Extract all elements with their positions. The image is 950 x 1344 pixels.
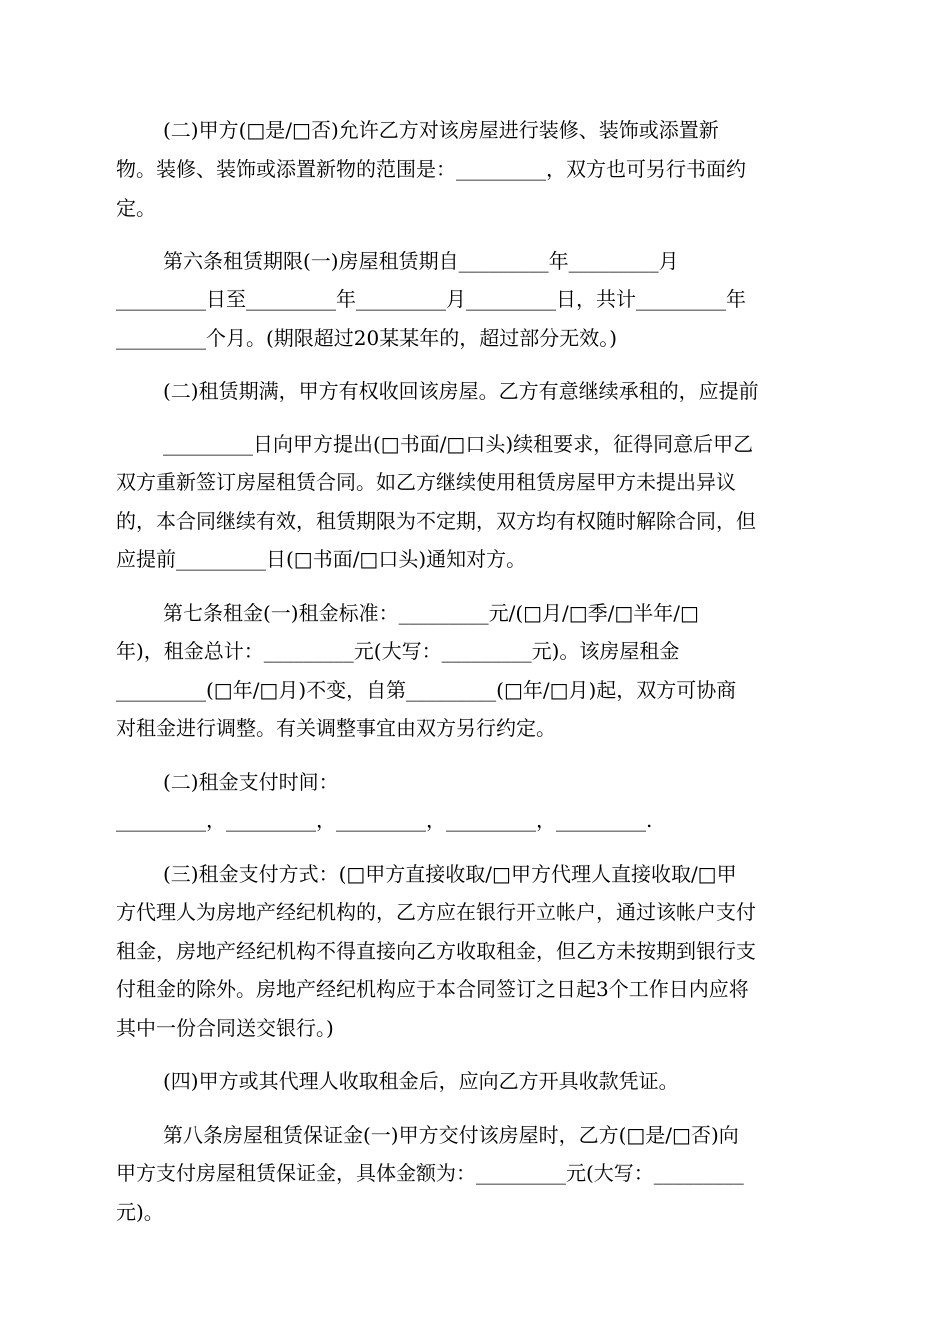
text-line: 第七条租金(一)租金标准：_________元/(□月/□季/□半年/□ [163, 601, 699, 625]
text-line: (三)租金支付方式：(□甲方直接收取/□甲方代理人直接收取/□甲 [163, 862, 737, 886]
text-line: 年)，租金总计：_________元(大写：_________元)。该房屋租金 [116, 639, 680, 663]
text-line: _________日向甲方提出(□书面/□口头)续租要求，征得同意后甲乙 [163, 432, 754, 456]
text-line: 元)。 [116, 1200, 164, 1224]
text-line: _________日至_________年_________月_________日，共计_________年 [116, 287, 746, 311]
text-line: _________(□年/□月)不变，自第_________(□年/□月)起，双方可协商 [116, 678, 737, 702]
text-line: 甲方支付房屋租赁保证金，具体金额为：_________元(大写：_________ [116, 1161, 744, 1185]
text-line: 第八条房屋租赁保证金(一)甲方交付该房屋时，乙方(□是/□否)向 [163, 1123, 739, 1147]
text-line: 物。装修、装饰或添置新物的范围是：_________，双方也可另行书面约 [116, 157, 746, 181]
text-line: 定。 [116, 196, 156, 220]
text-line: 双方重新签订房屋租赁合同。如乙方继续使用租赁房屋甲方未提出异议 [116, 470, 736, 494]
text-line: 对租金进行调整。有关调整事宜由双方另行约定。 [116, 716, 556, 740]
text-line: (二)租金支付时间： [163, 770, 339, 794]
text-line: 方代理人为房地产经纪机构的，乙方应在银行开立帐户，通过该帐户支付 [116, 900, 756, 924]
text-line: (二)租赁期满，甲方有权收回该房屋。乙方有意继续承租的，应提前 [163, 379, 759, 403]
text-line: 租金，房地产经纪机构不得直接向乙方收取租金，但乙方未按期到银行支 [116, 939, 756, 963]
text-line: _________个月。(期限超过20某某年的，超过部分无效。) [116, 326, 618, 350]
text-line: (四)甲方或其代理人收取租金后，应向乙方开具收款凭证。 [163, 1069, 679, 1093]
text-line: 其中一份合同送交银行。) [116, 1016, 334, 1040]
text-line: (二)甲方(□是/□否)允许乙方对该房屋进行装修、装饰或添置新 [163, 118, 719, 142]
text-line: 的，本合同继续有效，租赁期限为不定期，双方均有权随时解除合同，但 [116, 509, 756, 533]
text-line: 应提前_________日(□书面/□口头)通知对方。 [116, 547, 527, 571]
text-line: _________，_________，_________，_________，_________. [116, 808, 653, 832]
text-line: 付租金的除外。房地产经纪机构应于本合同签订之日起3个工作日内应将 [116, 977, 749, 1001]
text-line: 第六条租赁期限(一)房屋租赁期自_________年_________月 [163, 249, 679, 273]
